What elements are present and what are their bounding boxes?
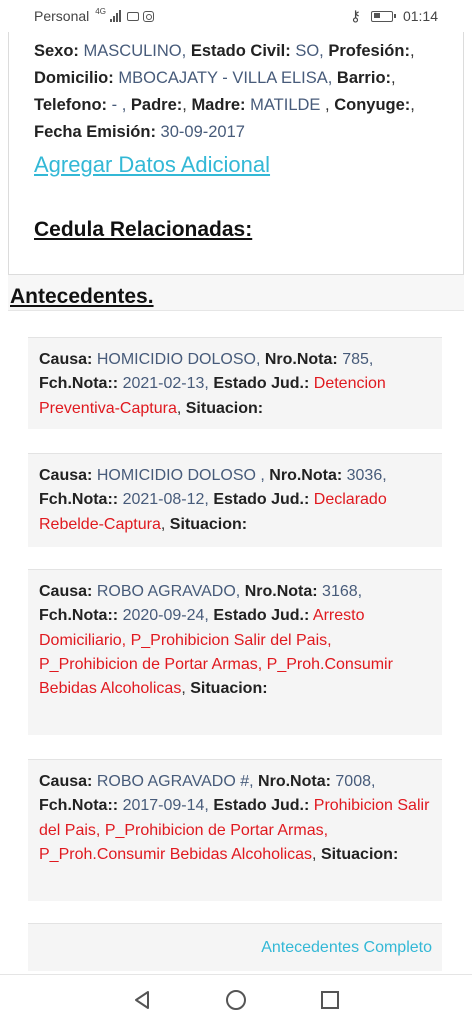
fch-nota-label: Fch.Nota:: (39, 491, 119, 509)
sexo-value: MASCULINO, (83, 42, 187, 60)
telefono-value: - , (111, 96, 127, 114)
cedula-relacionadas-title: Cedula Relacionadas: (34, 218, 253, 241)
message-icon (127, 12, 139, 21)
nro-nota-value: 3168, (322, 583, 363, 600)
status-bar-left (34, 8, 154, 24)
estado-jud-label: Estado Jud.: (213, 491, 310, 509)
antecedente-record (28, 453, 442, 547)
separator: , (312, 845, 317, 863)
barrio-label: Barrio: (336, 69, 392, 87)
nro-nota-value: 785, (342, 351, 374, 368)
situacion-label: Situacion: (169, 515, 248, 533)
nro-nota-value: 3036, (346, 467, 387, 484)
antecedentes-completo-link[interactable]: Antecedentes Completo (261, 939, 432, 956)
fch-nota-label: Fch.Nota:: (39, 607, 119, 625)
antecedentes-title: Antecedentes. (10, 285, 154, 308)
add-additional-data-link[interactable]: Agregar Datos Adicional (34, 152, 271, 177)
causa-label: Causa: (39, 351, 93, 368)
estado-jud-label: Estado Jud.: (213, 607, 310, 625)
key-icon: ⚷ (349, 8, 361, 25)
status-bar-right (350, 7, 438, 25)
network-type: 4G (95, 6, 106, 16)
barrio-separator: , (391, 69, 396, 87)
fecha-emision-label: Fecha Emisión: (34, 123, 156, 141)
nro-nota-label: Nro.Nota: (264, 351, 338, 368)
causa-label: Causa: (39, 467, 93, 484)
profesion-separator: , (409, 42, 415, 60)
causa-label: Causa: (39, 773, 93, 790)
fch-nota-value: 2017-09-14, (122, 797, 209, 815)
back-triangle-icon (131, 989, 153, 1011)
causa-value: ROBO AGRAVADO #, (96, 773, 254, 790)
back-button[interactable] (130, 988, 154, 1012)
estado-civil-label: Estado Civil: (190, 42, 291, 60)
situacion-label: Situacion: (320, 845, 399, 863)
situacion-label: Situacion: (190, 680, 268, 698)
sexo-label: Sexo: (34, 42, 79, 60)
causa-value: HOMICIDIO DOLOSO, (96, 351, 261, 368)
profesion-label: Profesión: (328, 42, 410, 60)
signal-icon (110, 10, 121, 22)
antecedentes-panel (8, 274, 464, 974)
conyuge-label: Conyuge: (334, 96, 411, 114)
estado-civil-value: SO, (295, 42, 324, 60)
personal-line-4 (34, 119, 444, 146)
madre-separator: , (325, 96, 330, 114)
estado-jud-value: Declarado Rebelde-Captura (39, 491, 387, 533)
clock: 01:14 (402, 8, 438, 24)
system-nav-bar (0, 974, 472, 1024)
antecedente-record (28, 759, 442, 901)
nro-nota-value: 7008, (335, 773, 376, 790)
home-button[interactable] (224, 988, 248, 1012)
separator: , (176, 399, 182, 417)
fch-nota-value: 2020-09-24, (122, 607, 209, 625)
personal-line-2 (34, 65, 444, 92)
situacion-label: Situacion: (185, 399, 264, 417)
recents-square-icon (319, 989, 341, 1011)
madre-value: MATILDE (250, 96, 321, 114)
battery-icon (371, 11, 393, 22)
instagram-icon (143, 11, 154, 22)
padre-label: Padre: (130, 96, 183, 114)
carrier-name: Personal (34, 8, 90, 24)
fecha-emision-value: 30-09-2017 (160, 123, 245, 141)
personal-line-3 (34, 92, 444, 119)
estado-jud-value: Prohibicion Salir del Pais, P_Prohibicion de Portar Armas, P_Proh.Consumir Bebidas Alcoholicas (39, 797, 430, 863)
home-circle-icon (225, 989, 247, 1011)
fch-nota-label: Fch.Nota:: (39, 797, 119, 815)
domicilio-label: Domicilio: (34, 69, 114, 87)
causa-label: Causa: (39, 583, 93, 600)
status-bar (0, 0, 472, 32)
recents-button[interactable] (318, 988, 342, 1012)
estado-jud-label: Estado Jud.: (213, 797, 310, 815)
fch-nota-label: Fch.Nota:: (39, 375, 119, 393)
estado-jud-label: Estado Jud.: (213, 375, 310, 393)
nro-nota-label: Nro.Nota: (244, 583, 318, 600)
causa-value: HOMICIDIO DOLOSO , (96, 467, 265, 484)
estado-jud-value: Arresto Domiciliario, P_Prohibicion Salir del Pais, P_Prohibicion de Portar Armas, P_Proh.Consumir Bebidas Alcoholicas (39, 607, 393, 698)
madre-label: Madre: (191, 96, 246, 114)
domicilio-value: MBOCAJATY - VILLA ELISA, (118, 69, 333, 87)
separator: , (160, 515, 166, 533)
cut-off-line (34, 32, 444, 34)
separator: , (181, 680, 186, 698)
telefono-label: Telefono: (34, 96, 108, 114)
personal-data (34, 32, 444, 146)
antecedentes-footer (28, 923, 442, 971)
page-content[interactable] (0, 32, 472, 974)
conyuge-separator: , (410, 96, 415, 114)
padre-separator: , (182, 96, 187, 114)
fch-nota-value: 2021-08-12, (122, 491, 209, 509)
antecedente-record (28, 569, 442, 735)
causa-value: ROBO AGRAVADO, (96, 583, 241, 600)
nro-nota-label: Nro.Nota: (269, 467, 343, 484)
antecedente-record (28, 337, 442, 429)
personal-line-1 (34, 38, 444, 65)
fch-nota-value: 2021-02-13, (122, 375, 209, 393)
estado-jud-value: Detencion Preventiva-Captura (39, 375, 386, 417)
nro-nota-label: Nro.Nota: (258, 773, 331, 790)
